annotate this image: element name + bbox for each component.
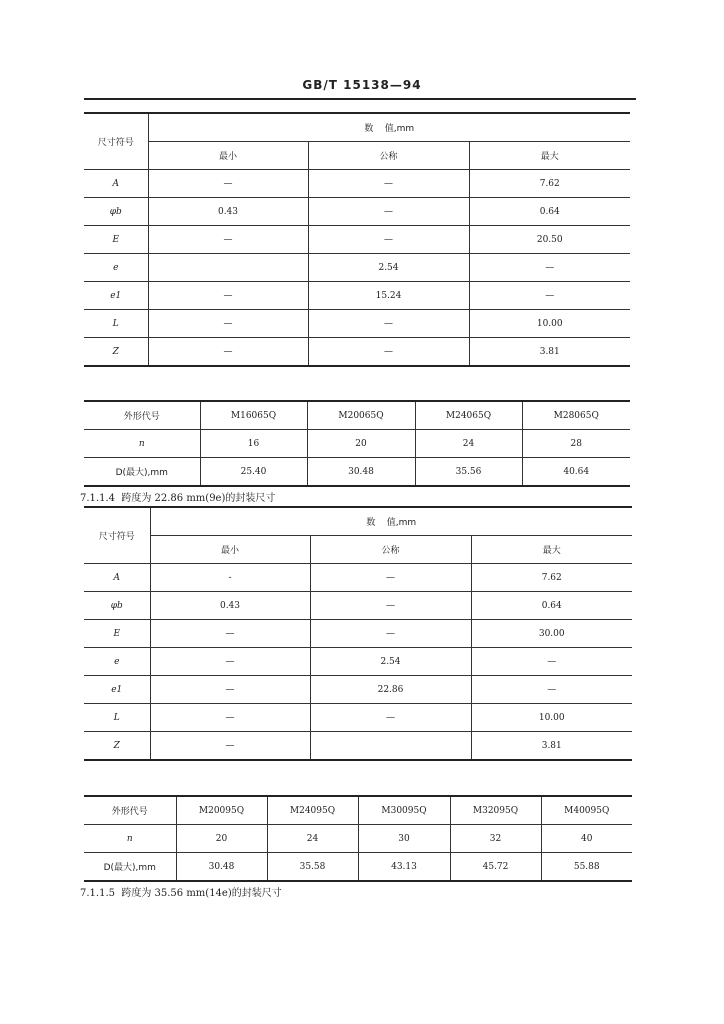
row-label-d: D(最大),mm [84, 458, 200, 487]
table-row [84, 704, 632, 732]
d-cell: 43.13 [358, 853, 450, 882]
max-cell: 0.64 [471, 592, 632, 620]
nominal-cell: 15.24 [308, 282, 469, 310]
symbol-cell: e [84, 254, 148, 282]
symbol-cell: L [84, 310, 148, 338]
max-cell: 3.81 [469, 338, 630, 367]
table-row [84, 796, 632, 825]
row-label-outline: 外形代号 [84, 796, 176, 825]
min-cell: 0.43 [150, 592, 310, 620]
nominal-cell: — [308, 198, 469, 226]
outline-code: M28065Q [522, 401, 630, 430]
n-cell: 16 [200, 430, 307, 458]
outline-code: M30095Q [358, 796, 450, 825]
n-cell: 24 [267, 825, 358, 853]
max-cell: 10.00 [469, 310, 630, 338]
min-cell: — [148, 226, 308, 254]
n-cell: 32 [450, 825, 541, 853]
symbol-cell: φb [84, 592, 150, 620]
outline-code: M24065Q [415, 401, 522, 430]
outline-code: M40095Q [541, 796, 632, 825]
symbol-cell: A [84, 170, 148, 198]
min-cell: — [150, 648, 310, 676]
nominal-cell: — [308, 170, 469, 198]
column-header-min: 最小 [148, 142, 308, 170]
table-row [84, 338, 630, 367]
min-cell: — [148, 310, 308, 338]
symbol-cell: E [84, 620, 150, 648]
table-row [84, 676, 632, 704]
column-header-symbol: 尺寸符号 [84, 113, 148, 170]
d-cell: 30.48 [176, 853, 267, 882]
n-cell: 24 [415, 430, 522, 458]
min-cell: 0.43 [148, 198, 308, 226]
nominal-cell: — [310, 564, 471, 592]
nominal-cell: — [310, 704, 471, 732]
symbol-cell: L [84, 704, 150, 732]
table-row [84, 853, 632, 882]
max-cell: — [469, 282, 630, 310]
n-cell: 40 [541, 825, 632, 853]
table-row [84, 620, 632, 648]
outline-code: M32095Q [450, 796, 541, 825]
d-cell: 25.40 [200, 458, 307, 487]
column-header-max: 最大 [469, 142, 630, 170]
min-cell [148, 254, 308, 282]
column-header-symbol: 尺寸符号 [84, 507, 150, 564]
table-row [84, 732, 632, 761]
symbol-cell: Z [84, 338, 148, 367]
section-heading-7115: 7.1.1.5 跨度为 35.56 mm(14e)的封装尺寸 [80, 888, 282, 899]
table-row [84, 254, 630, 282]
table-row [84, 170, 630, 198]
nominal-cell: — [308, 310, 469, 338]
max-cell: 10.00 [471, 704, 632, 732]
min-cell: — [150, 732, 310, 761]
min-cell: — [150, 676, 310, 704]
nominal-cell: 2.54 [310, 648, 471, 676]
section-heading-7114: 7.1.1.4 跨度为 22.86 mm(9e)的封装尺寸 [80, 493, 276, 504]
table-row [84, 430, 630, 458]
nominal-cell: 22.86 [310, 676, 471, 704]
outline-table-1 [84, 400, 630, 487]
outline-code: M24095Q [267, 796, 358, 825]
d-cell: 55.88 [541, 853, 632, 882]
min-cell: — [150, 704, 310, 732]
max-cell: 20.50 [469, 226, 630, 254]
table-row [84, 825, 632, 853]
column-header-max: 最大 [471, 536, 632, 564]
n-cell: 20 [176, 825, 267, 853]
n-cell: 28 [522, 430, 630, 458]
n-cell: 20 [307, 430, 415, 458]
table-row [84, 310, 630, 338]
symbol-cell: E [84, 226, 148, 254]
symbol-cell: e [84, 648, 150, 676]
table-row [84, 592, 632, 620]
table-row [84, 458, 630, 487]
column-header-nominal: 公称 [308, 142, 469, 170]
nominal-cell: — [308, 338, 469, 367]
max-cell: — [471, 648, 632, 676]
symbol-cell: e1 [84, 676, 150, 704]
max-cell: 3.81 [471, 732, 632, 761]
symbol-cell: e1 [84, 282, 148, 310]
nominal-cell: — [310, 592, 471, 620]
header-rule [84, 98, 636, 100]
column-header-nominal: 公称 [310, 536, 471, 564]
d-cell: 35.56 [415, 458, 522, 487]
max-cell: — [469, 254, 630, 282]
row-label-outline: 外形代号 [84, 401, 200, 430]
column-header-min: 最小 [150, 536, 310, 564]
table-row [84, 648, 632, 676]
column-header-values: 数 值,mm [148, 113, 630, 142]
d-cell: 45.72 [450, 853, 541, 882]
max-cell: 0.64 [469, 198, 630, 226]
dimensions-table-2 [84, 506, 632, 761]
nominal-cell [310, 732, 471, 761]
row-label-d: D(最大),mm [84, 853, 176, 882]
table-row [84, 226, 630, 254]
min-cell: — [150, 620, 310, 648]
max-cell: 7.62 [469, 170, 630, 198]
min-cell: — [148, 338, 308, 367]
outline-code: M20065Q [307, 401, 415, 430]
max-cell: 30.00 [471, 620, 632, 648]
column-header-values: 数 值,mm [150, 507, 632, 536]
min-cell: — [148, 282, 308, 310]
outline-code: M20095Q [176, 796, 267, 825]
row-label-n: n [84, 825, 176, 853]
d-cell: 35.58 [267, 853, 358, 882]
table-row [84, 198, 630, 226]
row-label-n: n [84, 430, 200, 458]
d-cell: 30.48 [307, 458, 415, 487]
d-cell: 40.64 [522, 458, 630, 487]
table-row [84, 401, 630, 430]
min-cell: - [150, 564, 310, 592]
n-cell: 30 [358, 825, 450, 853]
symbol-cell: Z [84, 732, 150, 761]
min-cell: — [148, 170, 308, 198]
nominal-cell: — [308, 226, 469, 254]
nominal-cell: 2.54 [308, 254, 469, 282]
symbol-cell: A [84, 564, 150, 592]
standard-header: GB/T 15138—94 [302, 78, 422, 92]
outline-code: M16065Q [200, 401, 307, 430]
max-cell: 7.62 [471, 564, 632, 592]
table-row [84, 282, 630, 310]
max-cell: — [471, 676, 632, 704]
dimensions-table-1 [84, 112, 630, 367]
outline-table-2 [84, 795, 632, 882]
nominal-cell: — [310, 620, 471, 648]
symbol-cell: φb [84, 198, 148, 226]
table-row [84, 564, 632, 592]
